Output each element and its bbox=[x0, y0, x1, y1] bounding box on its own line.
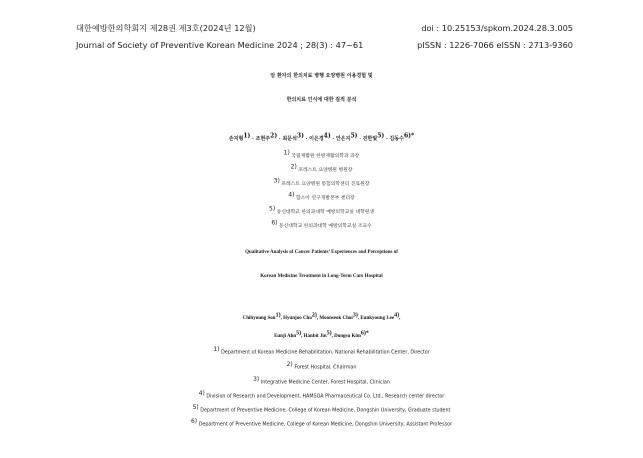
affiliation-text: 국립재활원 한방재활의학과 과장 bbox=[291, 154, 360, 159]
affiliation-sup: 1) bbox=[213, 346, 220, 353]
english-authors-line2 bbox=[0, 330, 643, 339]
author-name: Eunkyoung Lee bbox=[360, 315, 395, 321]
korean-title-line2: 한의치료 인식에 대한 질적 분석 bbox=[286, 97, 357, 103]
affiliation-text: 포레스트 요양병원 병원장 bbox=[298, 168, 353, 173]
author-sup: 5) bbox=[377, 132, 385, 140]
affiliation-sup: 6) bbox=[190, 418, 198, 425]
korean-affiliation-5 bbox=[0, 205, 643, 215]
author-ko bbox=[282, 132, 304, 142]
english-title-line2: Korean Medicine Treatment in Long-Term Care Hospital bbox=[260, 274, 383, 279]
english-title-line1: Qualitative Analysis of Cancer Patients’ Experiences and Perceptions of bbox=[245, 250, 398, 255]
author-en bbox=[357, 312, 401, 321]
author-name: Chihyoung Son bbox=[242, 315, 276, 321]
affiliation-text: Forest Hospital, Chairman bbox=[294, 365, 357, 371]
author-name: Eunji Ahn bbox=[274, 333, 297, 339]
affiliation-text: Division of Research and Development, HAMSOA Pharmaceutical Co. Ltd., Research center director bbox=[206, 394, 445, 400]
author-name: 진한빛 bbox=[362, 136, 378, 142]
author-sup: 5) bbox=[326, 330, 332, 336]
author-en bbox=[242, 312, 284, 321]
author-sup: 2) bbox=[311, 312, 317, 318]
affiliation-sup: 5) bbox=[269, 205, 276, 213]
author-sup: 4) bbox=[323, 132, 331, 140]
affiliation-text: 동신대학교 한의과대학 예방의학교실 조교수 bbox=[279, 224, 372, 229]
affiliation-text: 함소아 연구개발본부 센터장 bbox=[296, 196, 355, 201]
author-en bbox=[303, 330, 335, 339]
journal-name-english: Journal of Society of Preventive Korean Medicine 2024 ; 28(3) : 47~61 bbox=[76, 40, 364, 50]
korean-affiliation-1 bbox=[0, 149, 643, 159]
author-en bbox=[316, 312, 361, 321]
korean-title-line1: 암 환자의 한의치료 병행 요양병원 이용경험 및 bbox=[270, 73, 373, 79]
affiliation-text: 동신대학교 한의과대학 예방의학교실 대학원생 bbox=[276, 210, 374, 215]
author-separator: · bbox=[385, 136, 388, 142]
author-separator: · bbox=[359, 136, 361, 142]
author-sup: 3) bbox=[296, 132, 304, 140]
author-separator: · bbox=[305, 136, 308, 142]
author-name: Dongsu Kim bbox=[334, 333, 361, 339]
affiliation-sup: 5) bbox=[192, 404, 199, 411]
affiliation-text: Department of Preventive Medicine, College of Korean Medicine, Dongshin University, Assistant Professor bbox=[198, 422, 452, 428]
affiliation-sup: 1) bbox=[283, 149, 290, 157]
author-ko bbox=[309, 132, 331, 142]
author-ko bbox=[389, 132, 415, 142]
affiliation-text: Department of Korean Medicine Rehabilitation, National Rehabilitation Center, Director bbox=[221, 350, 430, 356]
author-separator: , bbox=[399, 315, 401, 321]
author-name: 최문석 bbox=[282, 136, 297, 142]
author-sup: 5) bbox=[350, 132, 358, 140]
english-affiliation-3 bbox=[0, 376, 643, 386]
affiliation-sup: 2) bbox=[286, 361, 293, 368]
korean-authors bbox=[0, 132, 643, 142]
author-separator: , bbox=[280, 315, 284, 321]
author-name: 손지형 bbox=[228, 136, 244, 142]
author-ko bbox=[255, 132, 278, 142]
author-en bbox=[331, 330, 369, 339]
english-authors-line1 bbox=[0, 312, 643, 321]
english-affiliation-1 bbox=[0, 346, 643, 356]
author-sup: 3) bbox=[352, 312, 358, 318]
korean-affiliation-2 bbox=[0, 163, 643, 173]
author-name: 김동수 bbox=[389, 136, 404, 142]
korean-affiliation-3 bbox=[0, 177, 643, 187]
author-ko bbox=[228, 132, 251, 142]
journal-name-korean: 대한예방한의학회지 제28권 제3호(2024년 12월) bbox=[76, 23, 256, 33]
affiliation-sup: 6) bbox=[271, 219, 278, 227]
author-separator: · bbox=[252, 136, 254, 142]
affiliation-text: 포레스트 요양병원 통합의학센터 진료원장 bbox=[281, 182, 370, 187]
korean-affiliation-4 bbox=[0, 191, 643, 201]
issn: pISSN : 1226-7066 eISSN : 2713-9360 bbox=[417, 40, 573, 50]
author-separator: , bbox=[331, 333, 335, 339]
author-separator: , bbox=[301, 333, 304, 339]
author-en bbox=[280, 312, 320, 321]
author-separator: · bbox=[278, 136, 281, 142]
author-name: 안은지 bbox=[335, 136, 351, 142]
english-affiliation-2 bbox=[0, 361, 643, 371]
affiliation-sup: 4) bbox=[198, 390, 205, 397]
author-sup: 1) bbox=[275, 312, 281, 318]
author-separator: · bbox=[332, 136, 335, 142]
author-ko bbox=[335, 132, 358, 142]
author-name: Hyunjoo Cho bbox=[283, 315, 312, 321]
author-sup: 2) bbox=[270, 132, 278, 140]
korean-affiliation-6 bbox=[0, 219, 643, 229]
author-separator: , bbox=[357, 315, 361, 321]
author-name: Hanbit Jin bbox=[303, 333, 327, 339]
author-name: Moonseok Choi bbox=[319, 315, 353, 321]
author-sup: 4) bbox=[394, 312, 400, 318]
author-en bbox=[274, 330, 304, 339]
author-separator: , bbox=[316, 315, 320, 321]
author-sup: 6)* bbox=[360, 330, 369, 336]
english-affiliation-6 bbox=[0, 418, 643, 428]
doi: doi : 10.25153/spkom.2024.28.3.005 bbox=[421, 23, 573, 33]
author-ko bbox=[362, 132, 385, 142]
affiliation-sup: 2) bbox=[290, 163, 297, 171]
author-name: 조현주 bbox=[255, 136, 271, 142]
english-affiliation-5 bbox=[0, 404, 643, 414]
author-sup: 6)* bbox=[403, 132, 415, 140]
author-sup: 1) bbox=[243, 132, 251, 140]
affiliation-sup: 3) bbox=[253, 376, 260, 383]
author-sup: 5) bbox=[296, 330, 302, 336]
affiliation-text: Integrative Medicine Center, Forest Hospital, Clinician bbox=[260, 380, 390, 386]
affiliation-sup: 4) bbox=[288, 191, 295, 199]
english-affiliation-4 bbox=[0, 390, 643, 400]
affiliation-sup: 3) bbox=[273, 177, 280, 185]
author-name: 이은경 bbox=[309, 136, 324, 142]
affiliation-text: Department of Preventive Medicine, College of Korean Medicine, Dongshin University, Graduate student bbox=[200, 408, 451, 414]
